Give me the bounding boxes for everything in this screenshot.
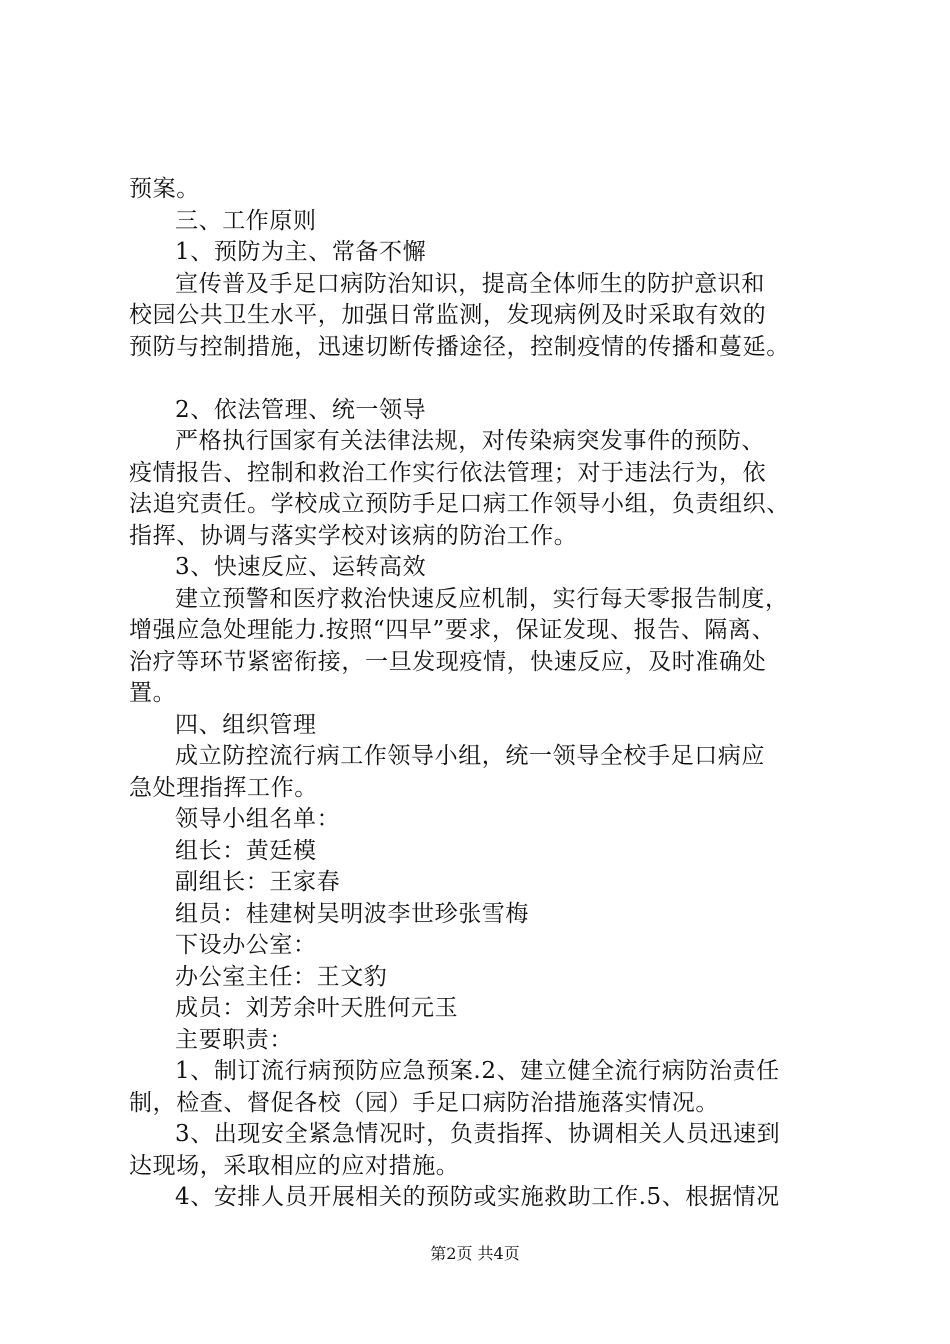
list-heading: 下设办公室： xyxy=(175,932,317,958)
subsection-heading: 1、预防为主、常备不懈 xyxy=(175,239,427,265)
list-item: 办公室主任：王文豹 xyxy=(175,963,388,990)
body-line: 治疗等环节紧密衔接，一旦发现疫情，快速反应，及时准确处 xyxy=(129,648,767,675)
body-line: 成立防控流行病工作领导小组，统一领导全校手足口病应 xyxy=(175,743,765,769)
page-number-footer: 第2页 共4页 xyxy=(430,1244,520,1263)
body-line: 法追究责任。学校成立预防手足口病工作领导小组，负责组织、 xyxy=(129,491,790,517)
body-line: 疫情报告、控制和救治工作实行依法管理；对于违法行为，依 xyxy=(129,459,767,486)
list-item: 组长：黄廷模 xyxy=(175,837,317,864)
body-line: 预防与控制措施，迅速切断传播途径，控制疫情的传播和蔓延。 xyxy=(129,333,790,360)
paragraph-gap xyxy=(129,363,849,395)
body-line: 指挥、协调与落实学校对该病的防治工作。 xyxy=(129,522,578,549)
document-body xyxy=(129,174,849,1214)
body-line: 严格执行国家有关法律法规，对传染病突发事件的预防、 xyxy=(175,428,765,454)
list-heading: 领导小组名单： xyxy=(175,806,341,832)
body-line: 增强应急处理能力.按照“四早”要求，保证发现、报告、隔离、 xyxy=(129,617,776,643)
section-heading: 三、工作原则 xyxy=(175,207,317,234)
list-item: 组员：桂建树吴明波李世珍张雪梅 xyxy=(175,900,529,927)
body-line: 制，检查、督促各校（园）手足口病防治措施落实情况。 xyxy=(129,1089,719,1116)
body-line: 急处理指挥工作。 xyxy=(129,774,318,801)
body-line: 校园公共卫生水平，加强日常监测，发现病例及时采取有效的 xyxy=(129,302,767,328)
section-heading: 四、组织管理 xyxy=(175,711,317,738)
body-line: 3、出现安全紧急情况时，负责指挥、协调相关人员迅速到 xyxy=(175,1121,781,1147)
body-line: 预案。 xyxy=(129,176,200,202)
body-line: 达现场，采取相应的应对措施。 xyxy=(129,1152,460,1179)
list-item: 副组长：王家春 xyxy=(175,869,341,895)
body-line: 宣传普及手足口病防治知识，提高全体师生的防护意识和 xyxy=(175,270,765,297)
body-line: 1、制订流行病预防应急预案.2、建立健全流行病防治责任 xyxy=(175,1058,780,1084)
body-line: 建立预警和医疗救治快速反应机制，实行每天零报告制度， xyxy=(175,585,789,612)
subsection-heading: 2、依法管理、统一领导 xyxy=(175,396,427,423)
body-line: 4、安排人员开展相关的预防或实施救助工作.5、根据情况 xyxy=(175,1184,780,1210)
list-heading: 主要职责： xyxy=(175,1026,293,1053)
body-line: 置。 xyxy=(129,680,177,706)
list-item: 成员：刘芳余叶天胜何元玉 xyxy=(175,995,459,1021)
subsection-heading: 3、快速反应、运转高效 xyxy=(175,554,427,580)
